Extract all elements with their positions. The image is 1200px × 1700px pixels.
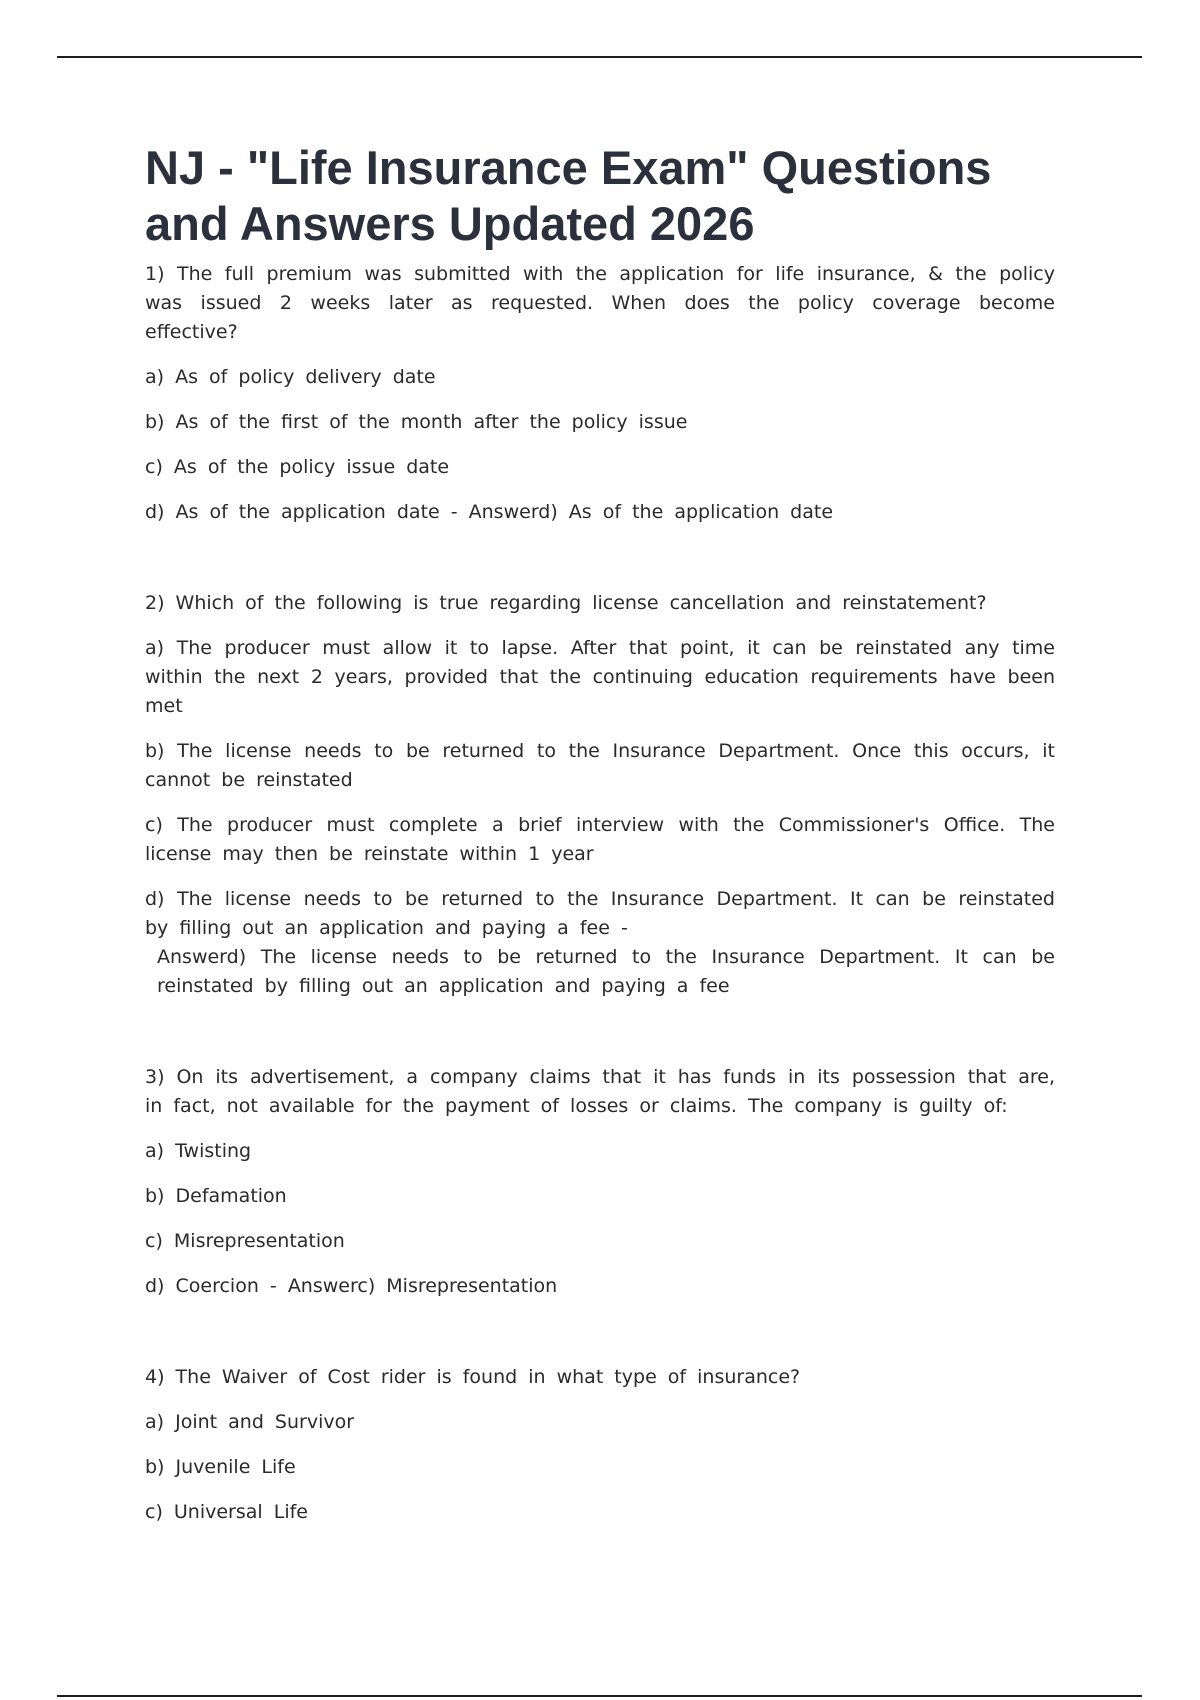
question-2-option-d-block	[145, 885, 1055, 1001]
question-4-option-c: c) Universal Life	[145, 1501, 308, 1523]
question-3-option-d: d) Coercion - Answerc) Misrepresentation	[145, 1275, 558, 1297]
question-1-option-b: b) As of the first of the month after the policy issue	[145, 411, 688, 433]
question-1-prompt: 1) The full premium was submitted with the application for life insurance, & the policy was issued 2 weeks later as requested. When does the policy coverage become effective?	[145, 263, 1055, 343]
question-2-option-c: c) The producer must complete a brief interview with the Commissioner's Office. The license may then be reinstate within 1 year	[145, 814, 1055, 865]
question-4-option-a: a) Joint and Survivor	[145, 1411, 355, 1433]
question-4-prompt: 4) The Waiver of Cost rider is found in what type of insurance?	[145, 1366, 801, 1388]
document-title: NJ - "Life Insurance Exam" Questions and Answers Updated 2026	[145, 141, 992, 250]
question-2	[145, 589, 1055, 1001]
document-body	[145, 140, 1055, 1543]
question-1-option-d: d) As of the application date - Answerd) As of the application date	[145, 501, 834, 523]
top-rule	[57, 56, 1142, 58]
question-2-option-b: b) The license needs to be returned to the Insurance Department. Once this occurs, it cannot be reinstated	[145, 740, 1055, 791]
question-3-prompt: 3) On its advertisement, a company claims that it has funds in its possession that are, in fact, not available for the payment of losses or claims. The company is guilty of:	[145, 1066, 1055, 1117]
question-2-option-a: a) The producer must allow it to lapse. After that point, it can be reinstated any time within the next 2 years, provided that the continuing education requirements have been met	[145, 637, 1055, 717]
question-1-option-a: a) As of policy delivery date	[145, 366, 436, 388]
question-3	[145, 1063, 1055, 1301]
question-1	[145, 260, 1055, 527]
question-2-prompt: 2) Which of the following is true regarding license cancellation and reinstatement?	[145, 592, 987, 614]
question-3-option-a: a) Twisting	[145, 1140, 252, 1162]
question-3-option-c: c) Misrepresentation	[145, 1230, 345, 1252]
question-2-option-d: d) The license needs to be returned to the Insurance Department. It can be reinstated by filling out an application and paying a fee -	[145, 888, 1055, 939]
question-2-answer: Answerd) The license needs to be returned to the Insurance Department. It can be reinstated by filling out an application and paying a fee	[157, 946, 1055, 997]
bottom-rule	[57, 1695, 1142, 1697]
question-3-option-b: b) Defamation	[145, 1185, 287, 1207]
question-1-option-c: c) As of the policy issue date	[145, 456, 450, 478]
question-4	[145, 1363, 1055, 1527]
question-4-option-b: b) Juvenile Life	[145, 1456, 296, 1478]
